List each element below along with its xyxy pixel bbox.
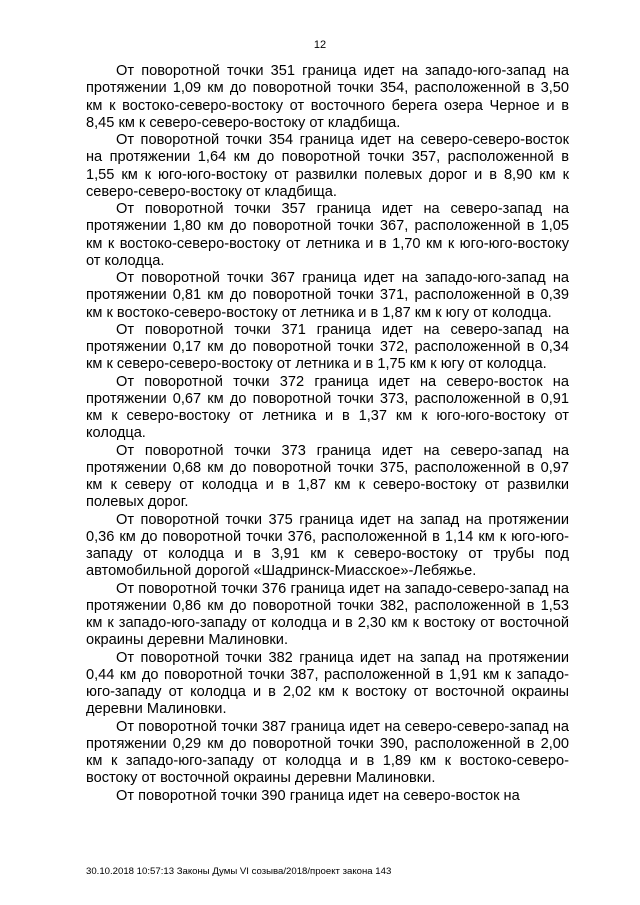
document-body (86, 63, 569, 805)
paragraph: От поворотной точки 376 граница идет на западо-северо-запад на протяжении 0,86 км до поворотной точки 382, расположенной в 1,53 км к западо-юго-западу от колодца и в 2,30 км к востоку от восточной окраины деревни Малиновки. (86, 580, 569, 649)
paragraph: От поворотной точки 371 граница идет на северо-запад на протяжении 0,17 км до поворотной точки 372, расположенной в 0,34 км к северо-северо-востоку от летника и в 1,75 км к югу от колодца. (86, 321, 569, 373)
page-number: 12 (313, 39, 327, 51)
paragraph: От поворотной точки 375 граница идет на запад на протяжении 0,36 км до поворотной точки 376, расположенной в 1,14 км к юго-юго-западу от колодца и в 3,91 км к северо-востоку от трубы под автомобильной дорогой «Шадринск-Миасское»-Лебяжье. (86, 511, 569, 580)
paragraph: От поворотной точки 382 граница идет на запад на протяжении 0,44 км до поворотной точки 387, расположенной в 1,91 км к западо-юго-западу от колодца и в 2,02 км к востоку от восточной окраины деревни Малиновки. (86, 649, 569, 718)
paragraph: От поворотной точки 351 граница идет на западо-юго-запад на протяжении 1,09 км до поворотной точки 354, расположенной в 3,50 км к востоко-северо-востоку от восточного берега озера Черное и в 8,45 км к северо-северо-востоку от кладбища. (86, 63, 569, 131)
paragraph: От поворотной точки 354 граница идет на северо-северо-восток на протяжении 1,64 км до поворотной точки 357, расположенной в 1,55 км к юго-юго-востоку от развилки полевых дорог и в 8,90 км к северо-северо-востоку от кладбища. (86, 132, 569, 200)
paragraph: От поворотной точки 387 граница идет на северо-северо-запад на протяжении 0,29 км до поворотной точки 390, расположенной в 2,00 км к западо-юго-западу от колодца и в 1,89 км к востоко-северо-востоку от восточной окраины деревни Малиновки. (86, 718, 569, 787)
paragraph: От поворотной точки 372 граница идет на северо-восток на протяжении 0,67 км до поворотной точки 373, расположенной в 0,91 км к северо-востоку от летника и в 1,37 км к юго-юго-востоку от колодца. (86, 373, 569, 442)
paragraph: От поворотной точки 357 граница идет на северо-запад на протяжении 1,80 км до поворотной точки 367, расположенной в 1,05 км к востоко-северо-востоку от летника и в 1,70 км к юго-юго-востоку от колодца. (86, 201, 569, 269)
paragraph: От поворотной точки 373 граница идет на северо-запад на протяжении 0,68 км до поворотной точки 375, расположенной в 0,97 км к северу от колодца и в 1,87 км к северо-востоку от развилки полевых дорог. (86, 442, 569, 511)
paragraph: От поворотной точки 390 граница идет на северо-восток на (116, 787, 520, 804)
paragraph: От поворотной точки 367 граница идет на западо-юго-запад на протяжении 0,81 км до поворотной точки 371, расположенной в 0,39 км к востоко-северо-востоку от летника и в 1,87 км к югу от колодца. (86, 270, 569, 321)
page-footer: 30.10.2018 10:57:13 Законы Думы VI созыва/2018/проект закона 143 (86, 866, 392, 877)
